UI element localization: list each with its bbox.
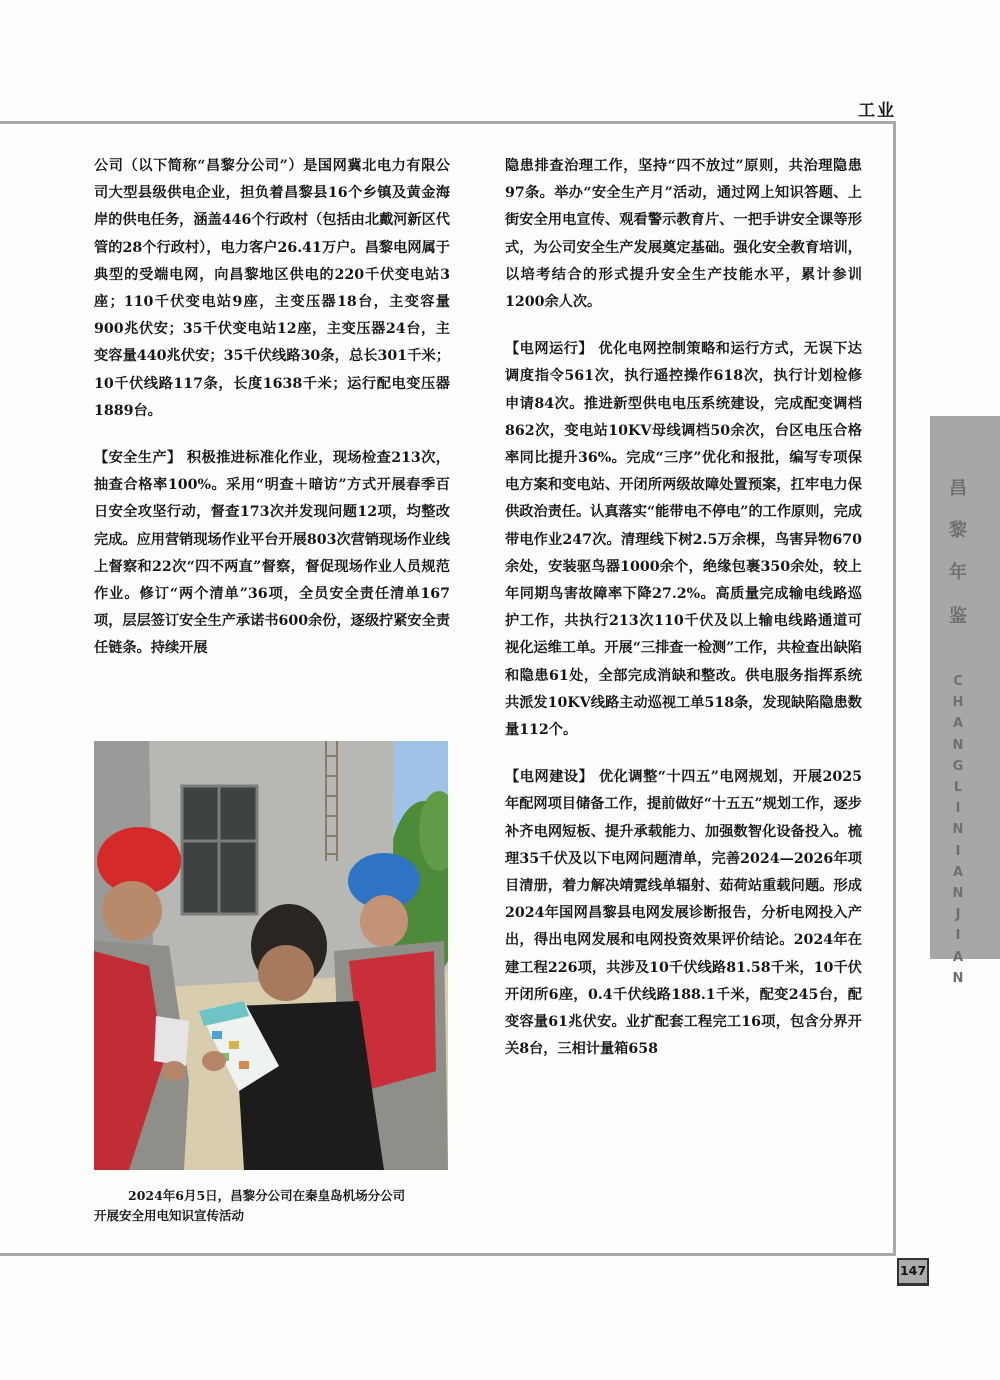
pinyin-letter: N xyxy=(952,886,964,902)
pinyin-letter: I xyxy=(955,928,961,944)
caption-line-1: 2024年6月5日，昌黎分公司在秦皇岛机场分公司 xyxy=(128,1188,406,1203)
grid-construction-paragraph xyxy=(505,764,862,1063)
side-tab-char-1: 昌 xyxy=(949,478,967,499)
grid-construction-body: 优化调整“十四五”电网规划，开展2025年配网项目储备工作，提前做好“十五五”规划工作，逐步补齐电网短板、提升承载能力、加强数智化设备投入。梳理35千伏及以下电网问题清单，完善2024—2026年项目清册，着力解决靖霓线单辐射、茹荷站重载问题。形成2024年国网昌黎县电网发展诊断报告，分析电网投入产出，得出电网发展和电网投资效果评价结论。2024年在建工程226项，共涉及10千伏线路81.58千米，10千伏开闭所6座，0.4千伏线路188.1千米，配变245台，配变容量61兆伏安。业扩配套工程完工16项，包含分界开关8台，三相计量箱658 xyxy=(505,769,862,1058)
safety-heading: 【安全生产】 xyxy=(94,450,182,467)
pinyin-letter: A xyxy=(952,716,964,732)
pinyin-letter: C xyxy=(953,674,963,689)
yearbook-side-tab xyxy=(930,416,1000,986)
side-tab-char-4: 鉴 xyxy=(949,606,967,627)
section-header: 工业 xyxy=(858,101,896,121)
frame-top-rule xyxy=(0,121,895,124)
side-tab-char-2: 黎 xyxy=(949,520,967,541)
grid-operation-heading: 【电网运行】 xyxy=(505,341,594,358)
pinyin-letter: N xyxy=(952,970,964,986)
photo-caption xyxy=(94,1186,450,1226)
pinyin-letter: I xyxy=(955,801,961,817)
pinyin-letter: G xyxy=(952,758,964,774)
safety-paragraph xyxy=(94,445,450,663)
grid-operation-body: 优化电网控制策略和运行方式，无误下达调度指令561次，执行遥控操作618次，执行计划检修申请84次。推进新型供电电压系统建设，完成配变调档862次，变电站10KV母线调档50余次，台区电压合格率同比提升36%。完成“三序”优化和报批，编写专项保电方案和变电站、开闭所两级故障处置预案，扛牢电力保供政治责任。认真落实“能带电不停电”的工作原则，完成带电作业247次。清理线下树2.5万余棵，鸟害异物670余处，安装驱鸟器1000余个，绝缘包裹350余处，较上年同期鸟害故障率下降27.2%。高质量完成输电线路巡护工作，共执行213次110千伏及以上输电线路通道可视化运维工单。开展“三排查一检测”工作，共检查出缺陷和隐患61处，全部完成消缺和整改。供电服务指挥系统共派发10KV线路主动巡视工单518条，发现缺陷隐患数量112个。 xyxy=(505,341,862,739)
frame-right-rule xyxy=(893,121,896,1256)
pinyin-letter: A xyxy=(952,864,964,880)
grid-construction-heading: 【电网建设】 xyxy=(505,769,594,786)
frame-bottom-rule xyxy=(0,1253,896,1256)
left-column xyxy=(94,153,450,683)
caption-line-2: 开展安全用电知识宣传活动 xyxy=(94,1208,245,1223)
page-number: 147 xyxy=(897,1258,929,1286)
side-tab-pinyin xyxy=(930,671,986,989)
pinyin-letter: A xyxy=(952,949,964,965)
photo-safety-publicity xyxy=(94,741,448,1170)
hazard-paragraph: 隐患排查治理工作，坚持“四不放过”原则，共治理隐患97条。举办“安全生产月”活动，通过网上知识答题、上街安全用电宣传、观看警示教育片、一把手讲安全课等形式，为公司安全生产发展奠定基础。强化安全教育培训，以培考结合的形式提升安全生产技能水平，累计参训1200余人次。 xyxy=(505,158,862,311)
pinyin-letter: J xyxy=(955,907,961,923)
side-tab-char-3: 年 xyxy=(949,562,967,583)
intro-paragraph: 公司（以下简称“昌黎分公司”）是国网冀北电力有限公司大型县级供电企业，担负着昌黎县16个乡镇及黄金海岸的供电任务，涵盖446个行政村（包括由北戴河新区代管的28个行政村），电力客户26.41万户。昌黎电网属于典型的受端电网，向昌黎地区供电的220千伏变电站3座；110千伏变电站9座，主变压器18台，主变容量900兆伏安；35千伏变电站12座，主变压器24台，主变容量440兆伏安；35千伏线路30条，总长301千米；10千伏线路117条，长度1638千米；运行配电变压器1889台。 xyxy=(94,158,450,419)
pinyin-letter: N xyxy=(952,737,964,753)
grid-operation-paragraph xyxy=(505,336,862,744)
pinyin-letter: L xyxy=(953,780,963,796)
pinyin-letter: H xyxy=(952,695,964,711)
pinyin-letter: N xyxy=(952,822,964,838)
right-column xyxy=(505,153,862,1084)
safety-body: 积极推进标准化作业，现场检查213次，抽查合格率100%。采用“明查＋暗访”方式开展春季百日安全攻坚行动，督查173次并发现问题12项，均整改完成。应用营销现场作业平台开展803次营销现场作业线上督察和22次“四不两直”督察，督促现场作业人员规范作业。修订“两个清单”36项，全员安全责任清单167项，层层签订安全生产承诺书600余份，逐级拧紧安全责任链条。持续开展 xyxy=(94,450,450,657)
news-photo xyxy=(94,741,448,1170)
pinyin-letter: I xyxy=(955,843,961,859)
